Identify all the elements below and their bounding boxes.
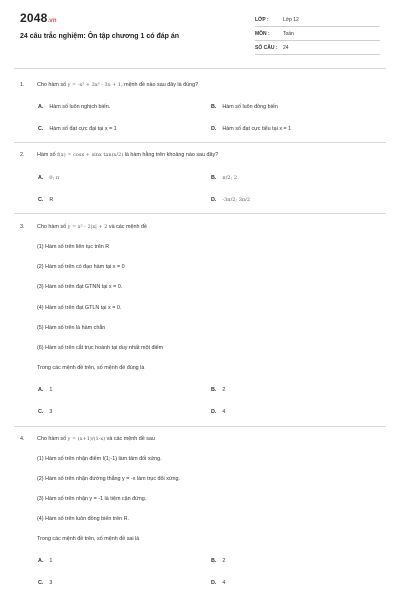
option-text: 1 bbox=[49, 387, 53, 393]
header-divider bbox=[14, 68, 386, 69]
question-number: 2. bbox=[20, 152, 25, 158]
question-divider bbox=[14, 213, 386, 214]
option-label: B. bbox=[211, 175, 217, 181]
question-outro: là hàm hằng trên khoảng nào sau đây? bbox=[124, 152, 219, 158]
question-prompt: Trong các mệnh đề trên, số mệnh đề đúng là bbox=[37, 365, 145, 371]
option-label: D. bbox=[211, 580, 217, 586]
option-text: Hàm số luôn nghịch biến. bbox=[49, 104, 111, 110]
option-text: -3π/2; 3π/2 bbox=[222, 197, 251, 203]
meta-subject-label: MÔN : bbox=[255, 31, 270, 37]
statement-3: (3) Hàm số trên đạt GTNN tại x = 0. bbox=[37, 284, 123, 290]
question-text bbox=[37, 436, 155, 442]
question-intro: Hàm số bbox=[37, 152, 56, 158]
question-formula: y = x² - 2|x| + 2 bbox=[67, 224, 108, 230]
option-label: D. bbox=[211, 197, 217, 203]
meta-subject bbox=[255, 31, 380, 42]
meta-class-label: LỚP : bbox=[255, 17, 269, 23]
option-label: A. bbox=[38, 175, 44, 181]
option-d[interactable] bbox=[211, 197, 250, 203]
site-logo[interactable] bbox=[20, 11, 57, 25]
option-c[interactable] bbox=[38, 126, 117, 132]
option-text: π/2; 2 bbox=[222, 175, 238, 181]
option-text: R bbox=[49, 197, 54, 203]
option-text: 1 bbox=[49, 558, 53, 564]
statement-1: (1) Hàm số trên liên tục trên R bbox=[37, 244, 110, 250]
option-a[interactable] bbox=[38, 175, 59, 181]
option-label: C. bbox=[38, 126, 44, 132]
option-a[interactable] bbox=[38, 387, 52, 393]
option-text: 0; π bbox=[49, 175, 60, 181]
option-label: C. bbox=[38, 409, 44, 415]
question-divider bbox=[14, 142, 386, 143]
statement-4: (4) Hàm số trên luôn đồng biến trên R. bbox=[37, 516, 129, 522]
option-text: 3 bbox=[49, 580, 53, 586]
question-formula: f(x) = cosx + sinx tan(x/2) bbox=[57, 152, 124, 158]
option-c[interactable] bbox=[38, 409, 52, 415]
option-b[interactable] bbox=[211, 175, 237, 181]
option-text: Hàm số luôn đồng biến bbox=[222, 104, 278, 110]
meta-class bbox=[255, 17, 380, 28]
logo-main: 2048 bbox=[20, 11, 48, 25]
question-text bbox=[37, 224, 147, 230]
meta-count-value: 24 bbox=[283, 45, 289, 51]
option-label: B. bbox=[211, 104, 217, 110]
meta-divider bbox=[255, 26, 380, 27]
question-text bbox=[37, 152, 218, 158]
question-intro: Cho hàm số bbox=[37, 82, 67, 88]
question-intro: Cho hàm số bbox=[37, 224, 67, 230]
option-b[interactable] bbox=[211, 558, 225, 564]
option-label: A. bbox=[38, 558, 44, 564]
document-header bbox=[0, 0, 400, 66]
option-text: 4 bbox=[222, 409, 226, 415]
option-a[interactable] bbox=[38, 104, 110, 110]
document-title: 24 câu trắc nghiệm: Ôn tập chương 1 có đáp án bbox=[20, 33, 180, 40]
option-label: A. bbox=[38, 387, 44, 393]
option-label: C. bbox=[38, 580, 44, 586]
option-b[interactable] bbox=[211, 387, 225, 393]
question-number: 4. bbox=[20, 436, 25, 442]
question-divider bbox=[14, 426, 386, 427]
option-label: B. bbox=[211, 387, 217, 393]
question-outro: và các mệnh đề sau bbox=[106, 436, 155, 442]
option-text: Hàm số đạt cực đại tại x = 1 bbox=[49, 126, 117, 132]
meta-divider bbox=[255, 54, 380, 55]
statement-6: (6) Hàm số trên cắt trục hoành tại duy nhất một điểm bbox=[37, 345, 164, 351]
option-label: B. bbox=[211, 558, 217, 564]
logo-suffix: .vn bbox=[47, 18, 57, 24]
option-d[interactable] bbox=[211, 126, 291, 132]
option-text: 4 bbox=[222, 580, 226, 586]
option-text: 2 bbox=[222, 558, 226, 564]
question-formula: y = (x+1)/(1-x) bbox=[67, 436, 106, 442]
statement-2: (2) Hàm số trên nhận đường thẳng y = -x làm trục đối xứng. bbox=[37, 476, 181, 482]
question-text bbox=[37, 82, 198, 88]
option-text: 3 bbox=[49, 409, 53, 415]
option-text: 2 bbox=[222, 387, 226, 393]
statement-3: (3) Hàm số trên nhận y = -1 là tiệm cận đứng. bbox=[37, 496, 147, 502]
meta-count bbox=[255, 45, 380, 56]
meta-count-label: SỐ CÂU : bbox=[255, 45, 278, 51]
question-number: 1. bbox=[20, 82, 25, 88]
option-b[interactable] bbox=[211, 104, 278, 110]
option-d[interactable] bbox=[211, 409, 225, 415]
option-label: D. bbox=[211, 409, 217, 415]
option-d[interactable] bbox=[211, 580, 225, 586]
question-intro: Cho hàm số bbox=[37, 436, 67, 442]
option-c[interactable] bbox=[38, 197, 53, 203]
option-c[interactable] bbox=[38, 580, 52, 586]
question-prompt: Trong các mệnh đề trên, số mệnh đề sai là bbox=[37, 536, 140, 542]
question-outro: , mệnh đề nào sau đây là đúng? bbox=[121, 82, 199, 88]
statement-4: (4) Hàm số trên đạt GTLN tại x = 0. bbox=[37, 305, 122, 311]
statement-1: (1) Hàm số trên nhận điểm I(1;-1) làm tâm đối xứng. bbox=[37, 456, 162, 462]
question-formula: y = -x³ + 3x² - 3x + 1 bbox=[67, 82, 122, 88]
question-number: 3. bbox=[20, 224, 25, 230]
meta-subject-value: Toán bbox=[283, 31, 294, 37]
option-label: D. bbox=[211, 126, 217, 132]
meta-divider bbox=[255, 40, 380, 41]
option-a[interactable] bbox=[38, 558, 52, 564]
question-outro: và các mệnh đề bbox=[108, 224, 147, 230]
meta-class-value: Lớp 12 bbox=[283, 17, 299, 23]
option-label: A. bbox=[38, 104, 44, 110]
statement-5: (5) Hàm số trên là hàm chẵn bbox=[37, 325, 106, 331]
option-text: Hàm số đạt cực tiểu tại x = 1 bbox=[222, 126, 292, 132]
option-label: C. bbox=[38, 197, 44, 203]
statement-2: (2) Hàm số trên có đạo hàm tại x = 0 bbox=[37, 264, 125, 270]
